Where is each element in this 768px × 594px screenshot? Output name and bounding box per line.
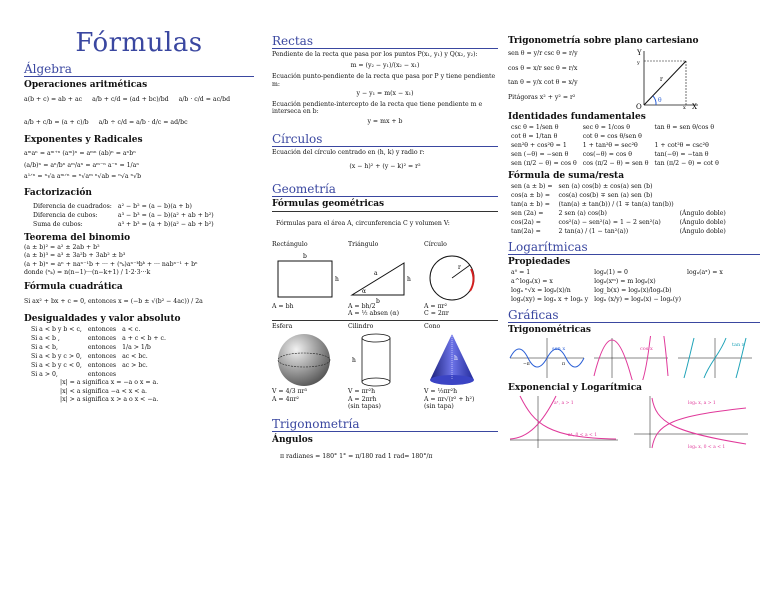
sum-note: (Ángulo doble) — [679, 228, 726, 235]
section-rectas-heading: Rectas — [272, 34, 498, 49]
shape-name: Esfera — [272, 322, 293, 330]
fact-label: Diferencia de cuadrados: — [33, 202, 112, 210]
abs-line-1: |x| = a significa x = −a o x = a. — [60, 379, 159, 386]
label-h: h — [407, 275, 411, 283]
ident-cell: cot θ = cos θ/sen θ — [582, 133, 642, 140]
cartesian-figure — [632, 47, 702, 109]
sum-row — [508, 209, 729, 218]
shape-cylinder — [348, 323, 422, 411]
exp-heading: Exponentes y Radicales — [24, 135, 143, 145]
log-cell — [684, 295, 726, 304]
sum-row — [508, 227, 729, 236]
log-table — [508, 268, 726, 304]
sum-row — [508, 218, 729, 227]
ops-heading: Operaciones aritméticas — [24, 80, 148, 90]
sum-left: sen (a ± b) = — [511, 183, 553, 190]
ineq-cond: Si a < b , — [31, 335, 60, 342]
shape-formula-1: A = bh/2 — [348, 302, 376, 310]
ident-cell: tan(−θ) = −tan θ — [654, 151, 709, 158]
sin-label: sen x — [552, 346, 566, 352]
radius-label: r — [660, 76, 663, 83]
origin-label: O — [636, 103, 642, 109]
tan-graph — [676, 336, 754, 380]
exp-graphs — [508, 394, 760, 450]
sin-graph — [508, 336, 586, 380]
log-cell: logₐ(1) = 0 — [594, 269, 628, 276]
ident-cell: sen²θ + cos²θ = 1 — [511, 142, 567, 149]
shape-name: Cono — [424, 322, 441, 330]
shape-formula-1: V = πr²h — [348, 388, 376, 396]
abs-line-3: |x| > a significa x > a o x < −a. — [60, 396, 159, 403]
binom-line-1: (a ± b)² = a² ± 2ab + b² — [24, 243, 100, 251]
binom-line-2: (a ± b)³ = a³ ± 3a²b + 3ab² ± b³ — [24, 252, 126, 259]
plane-line-1: sen θ = y/r csc θ = r/y — [508, 50, 578, 57]
triangle-figure — [348, 249, 422, 303]
shape-name: Cilindro — [348, 322, 374, 330]
ineq-row — [28, 352, 169, 361]
ineq-then: entonces — [87, 353, 117, 360]
shape-circle — [424, 241, 498, 318]
shape-formula-1: V = 4/3 πr³ — [272, 388, 308, 396]
ineq-row — [28, 334, 169, 343]
theta-label: θ — [658, 97, 662, 104]
sum-row — [508, 200, 729, 209]
ident-row — [508, 132, 722, 141]
sum-right: sen (a) cos(b) ± cos(a) sen (b) — [558, 183, 653, 190]
sum-left: cos(a ± b) = — [511, 192, 551, 199]
log-label-2: logₐ x, 0 < a < 1 — [688, 445, 726, 450]
exp-label-1: aˣ, a > 1 — [554, 401, 574, 406]
sum-note — [677, 200, 729, 209]
ineq-cond: Si a < b, — [31, 344, 58, 351]
shapes-grid-1 — [272, 241, 498, 318]
log-row — [508, 268, 726, 277]
graficas-trig-sub: Trigonométricas — [508, 325, 591, 335]
ineq-heading: Desigualdades y valor absoluto — [24, 314, 181, 324]
shape-cone — [424, 323, 498, 411]
ineq-res: ac > bc. — [122, 362, 148, 369]
ineq-row — [28, 343, 169, 352]
ineq-res: a + c < b + c. — [122, 335, 166, 342]
rectas-formula-2: y − y₁ = m(x − x₁) — [356, 90, 414, 98]
fact-label: Suma de cubos: — [33, 220, 83, 228]
fact-table — [30, 202, 217, 229]
ident-cell — [651, 132, 721, 141]
exp-label-2: aˣ, 0 < a < 1 — [568, 433, 598, 438]
graficas-exp-sub: Exponencial y Logarítmica — [508, 383, 643, 393]
log-graph — [632, 394, 750, 450]
sum-note: (Ángulo doble) — [679, 210, 726, 217]
binom-line-3: (a + b)ⁿ = aⁿ + naⁿ⁻¹b + ··· + (ⁿₖ)aⁿ⁻ᵏbᵏ + ··· nabⁿ⁻¹ + bⁿ — [24, 260, 198, 268]
rectas-formula-1: m = (y₂ − y₁)/(x₂ − x₁) — [350, 61, 420, 69]
ineq-then: entonces — [87, 326, 117, 333]
label-b: b — [376, 297, 380, 303]
section-trig-heading: Trigonometría — [272, 417, 498, 432]
log-cell: logₐ(xᵐ) = m logₐ(x) — [594, 278, 656, 285]
label-h: h — [352, 357, 356, 365]
log-cell — [684, 277, 726, 286]
shapes-grid-2 — [272, 323, 498, 411]
sum-note: (Ángulo doble) — [679, 219, 726, 226]
ineq-table — [28, 325, 169, 379]
exp-line-2: (a/b)ⁿ = aⁿ/bⁿ aᵐ/aⁿ = aᵐ⁻ⁿ a⁻ⁿ = 1/aⁿ — [24, 161, 139, 169]
log-cell: a^logₐ(x) = x — [511, 278, 553, 285]
sum-right: (tan(a) ± tan(b)) / (1 ∓ tan(a) tan(b)) — [558, 201, 674, 208]
axis-y-label: Y — [637, 49, 642, 57]
axis-x-label: X — [692, 103, 697, 109]
label-h: h — [454, 355, 458, 363]
log-cell: logₐ (x/y) = logₐ(x) − logₐ(y) — [594, 296, 682, 303]
sum-heading: Fórmula de suma/resta — [508, 171, 625, 181]
section-circulos-heading: Círculos — [272, 132, 498, 147]
tan-label: tan x — [732, 342, 745, 348]
ident-row — [508, 123, 722, 132]
log-cell: logₐ(aˣ) = x — [687, 269, 723, 276]
sum-right: 2 sen (a) cos(b) — [558, 210, 607, 217]
ineq-row — [28, 361, 169, 370]
sum-row — [508, 182, 729, 191]
ops-formula-1: a(b + c) = ab + ac — [24, 96, 83, 103]
column-left — [24, 0, 254, 405]
pi-label: π — [562, 362, 565, 367]
rectas-text-1: Pendiente de la recta que pasa por los puntos P(x₁, y₁) y Q(x₂, y₂): — [272, 51, 478, 58]
ident-cell: sen (−θ) = −sen θ — [511, 151, 569, 158]
shape-name: Círculo — [424, 241, 447, 249]
ineq-res: 1/a > 1/b — [122, 344, 151, 351]
label-h: h — [335, 275, 339, 283]
ident-cell: cot θ = 1/tan θ — [511, 133, 558, 140]
fact-expr: a² − b² = (a − b)(a + b) — [117, 202, 192, 210]
plane-line-2: cos θ = x/r sec θ = r/x — [508, 64, 578, 72]
ineq-cond: Si a < b y c < 0, — [31, 362, 82, 369]
ineq-row — [28, 325, 169, 334]
fact-heading: Factorización — [24, 187, 92, 198]
binom-heading: Teorema del binomio — [24, 232, 131, 243]
shape-formula-3: (sin tapas) — [348, 403, 381, 411]
ident-row — [508, 141, 722, 150]
ops-formula-4: a/b + c/b = (a + c)/b — [24, 118, 89, 126]
fact-label: Diferencia de cubos: — [33, 211, 98, 219]
fact-expr: a³ − b³ = (a − b)(a² + ab + b²) — [117, 211, 214, 219]
ident-cell: cos(−θ) = cos θ — [582, 151, 633, 158]
exp-line-3: a¹ᐟⁿ = ⁿ√a aᵐᐟⁿ = ⁿ√aᵐ ⁿ√ab = ⁿ√a ⁿ√b — [24, 173, 142, 180]
ident-heading: Identidades fundamentales — [508, 112, 646, 122]
sum-note — [677, 182, 729, 191]
log-label-1: logₐ x, a > 1 — [688, 401, 716, 406]
log-cell — [684, 286, 726, 295]
ident-cell: csc θ = 1/sen θ — [511, 124, 559, 131]
section-algebra-heading: Álgebra — [24, 62, 254, 77]
ops-formula-2: a/b + c/d = (ad + bc)/bd — [92, 96, 169, 103]
sum-right: cos²(a) − sen²(a) = 1 − 2 sen²(a) — [558, 219, 661, 226]
geometria-intro: Fórmulas para el área A, circunferencia C y volumen V: — [276, 219, 450, 227]
shape-formula-2: A = 2πrh — [348, 395, 377, 403]
sum-right: cos(a) cos(b) ∓ sen (a) sen (b) — [558, 192, 653, 199]
log-cell: logₐ(xy) = logₐ x + logₐ y — [511, 296, 589, 303]
rectas-text-3: Ecuación pendiente-intercepto de la recta que tiene pendiente m e interseca en b: — [272, 100, 483, 116]
log-cell: logₐ ⁿ√x = logₐ(x)/n — [511, 287, 571, 294]
ineq-row — [28, 370, 169, 379]
quad-heading: Fórmula cuadrática — [24, 281, 123, 292]
ops-formula-5: a/b ÷ c/d = a/b · d/c = ad/bc — [98, 118, 188, 126]
log-sub: Propiedades — [508, 257, 571, 267]
ident-cell: sec θ = 1/cos θ — [582, 124, 630, 131]
shape-formula-2: A = πr√(r² + h²) — [424, 395, 475, 403]
rectangle-figure — [272, 249, 346, 303]
shape-name: Triángulo — [348, 241, 379, 249]
sum-right: 2 tan(a) / (1 − tan²(a)) — [558, 228, 629, 235]
ident-row — [508, 159, 722, 168]
cos-graph — [592, 336, 670, 380]
ineq-res: ac < bc. — [122, 353, 148, 360]
shape-name: Rectángulo — [272, 241, 308, 249]
cos-label: cos x — [640, 346, 653, 352]
column-right — [508, 0, 760, 450]
plane-heading: Trigonometría sobre plano cartesiano — [508, 36, 699, 46]
circulos-text-1: Ecuación del círculo centrado en (h, k) y radio r: — [272, 149, 425, 157]
circulos-formula-1: (x − h)² + (y − k)² = r² — [349, 163, 421, 171]
y-value-label: y — [637, 60, 640, 66]
column-middle — [272, 0, 498, 461]
circle-figure — [424, 249, 498, 303]
ident-cell: sen (π/2 − θ) = cos θ — [511, 160, 577, 167]
shape-formula-1: A = πr² — [424, 302, 448, 310]
ident-row — [508, 150, 722, 159]
ident-cell: cos (π/2 − θ) = sen θ — [582, 160, 649, 167]
pitagoras-line: Pitágoras x² + y² = r² — [508, 93, 576, 101]
shape-formula-1: V = ⅓πr²h — [424, 388, 458, 396]
shape-formula-2: A = ½ absen (α) — [348, 310, 399, 318]
sum-left: tan(2a) = — [511, 228, 541, 235]
fact-row — [30, 220, 217, 229]
sum-row — [508, 191, 729, 200]
log-row — [508, 277, 726, 286]
section-log-heading: Logarítmicas — [508, 240, 760, 255]
plane-line-3: tan θ = y/x cot θ = x/y — [508, 79, 578, 86]
ident-cell: tan (π/2 − θ) = cot θ — [654, 160, 719, 167]
ident-cell: tan θ = sen θ/cos θ — [654, 124, 715, 131]
sum-left: cos(2a) = — [511, 219, 541, 226]
rectas-formula-3: y = mx + b — [367, 117, 403, 125]
ineq-then: entonces — [87, 371, 117, 378]
label-r: r — [458, 263, 461, 271]
shape-rectangle — [272, 241, 346, 318]
ineq-then: entonces — [87, 335, 117, 342]
x-value-label: x — [683, 105, 686, 109]
minus-pi-label: −π — [523, 362, 530, 367]
section-graficas-heading: Gráficas — [508, 308, 760, 323]
sum-left: sen (2a) = — [511, 210, 544, 217]
fact-row — [30, 211, 217, 220]
ident-cell: 1 + tan²θ = sec²θ — [582, 142, 638, 149]
log-cell: log_b(x) = logₐ(x)/logₐ(b) — [594, 287, 672, 294]
section-geometria-heading: Geometría — [272, 182, 498, 197]
shape-triangle — [348, 241, 422, 318]
log-cell: a⁰ = 1 — [511, 269, 531, 276]
cone-figure — [424, 330, 498, 388]
shape-formula-2: A = 4πr² — [272, 395, 300, 403]
abs-line-2: |x| < a significa −a < x < a. — [60, 387, 148, 395]
binom-line-4: donde (ⁿₖ) = n(n−1)···(n−k+1) / 1·2·3···k — [24, 269, 151, 276]
exp-line-1: aᵐaⁿ = aᵐ⁺ⁿ (aᵐ)ⁿ = aᵐⁿ (ab)ⁿ = aⁿbⁿ — [24, 150, 136, 157]
quad-line: Si ax² + bx + c = 0, entonces x = (−b ± √(b² − 4ac)) / 2a — [24, 297, 203, 305]
sum-note — [677, 191, 729, 200]
sum-table — [508, 182, 729, 236]
shape-formula-1: A = bh — [272, 302, 294, 310]
angles-heading: Ángulos — [272, 434, 313, 445]
label-a: a — [374, 269, 378, 277]
ineq-cond: Si a < b y b < c, — [31, 326, 82, 333]
ident-cell: 1 + cot²θ = csc²θ — [654, 142, 709, 149]
sum-left: tan(a ± b) = — [511, 201, 550, 208]
shape-sphere — [272, 323, 346, 411]
rectas-text-2: Ecuación punto-pendiente de la recta que pasa por P y tiene pendiente m: — [272, 73, 496, 88]
page-title: Fórmulas — [75, 28, 203, 58]
ineq-then: entonces — [87, 362, 117, 369]
ineq-cond: Si a > 0, — [31, 371, 58, 378]
sphere-figure — [272, 330, 346, 388]
ineq-res: a < c. — [122, 326, 141, 333]
ineq-res — [119, 370, 169, 379]
label-alpha: α — [362, 287, 367, 295]
fact-row — [30, 202, 217, 211]
fact-expr: a³ + b³ = (a + b)(a² − ab + b²) — [117, 220, 214, 228]
ops-formula-3: a/b · c/d = ac/bd — [178, 96, 231, 103]
shape-formula-3: (sin tapa) — [424, 403, 454, 411]
exp-graph — [508, 394, 620, 450]
ineq-then: entonces — [87, 344, 117, 351]
trig-graphs — [508, 336, 760, 380]
log-row — [508, 295, 726, 304]
shape-formula-2: C = 2πr — [424, 310, 449, 318]
ineq-cond: Si a < b y c > 0, — [31, 353, 82, 360]
log-row — [508, 286, 726, 295]
label-b: b — [303, 252, 307, 260]
angles-line: π radianes = 180° 1° = π/180 rad 1 rad= 180°/π — [280, 452, 433, 460]
cylinder-figure — [348, 330, 422, 388]
geometria-sub: Fórmulas geométricas — [272, 198, 385, 209]
ident-table — [508, 123, 722, 168]
